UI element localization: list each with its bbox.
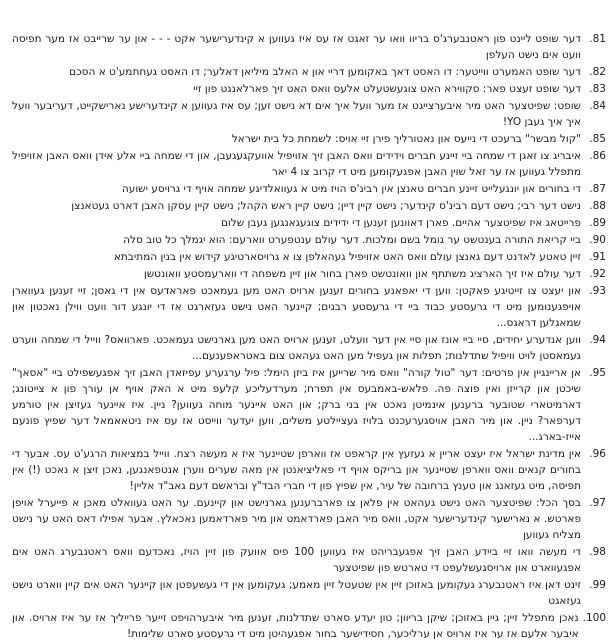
list-item	[12, 266, 606, 282]
list-item	[12, 232, 606, 248]
item-number: 97.	[589, 497, 606, 509]
item-text: דער עולם איז זיך הארציג משתתף און וואונטשט פארן בחור און זיין משפחה די ווארעמסטע וואונטשן	[143, 268, 581, 280]
item-text: אן אריינגיין אין פרטים: דער "טול קורה" וואס מיר שרייען איז ביזן הימל: פיל ערגערע עפיזאדן האבן זיך אפגעשפילט ביי "אסאך" שיכטן און קרייזן ואין פוצה פה. פלאש-באמבעס אין תפרח; מערדעליכע קלעפ מיט א האק אויף אן עורך פון א צייטונג; דארמיטארי שטובער ברענען אינמיטן נאכט אין בני ברק; און האט איינער מוחה געווען? ניין. איז איינער געזיצן אין טורמע דערפאר? ניין. און מיר האבן אויסגערעכנט בלויז געציילטע משלים, ווען יעדער ווייסט אז עס איז ניטאאמאל דער שפיץ פונעם אייז-בארג...	[12, 367, 581, 443]
item-number: 98.	[589, 546, 606, 558]
list-item	[12, 577, 606, 609]
list-item	[12, 31, 606, 63]
item-text: ביי קריאת התורה בענטשט ער גומל בשם ומלכות. דער עולם ענטפערט ווארעם: הוא יגמלך כל טוב סלה	[123, 234, 581, 246]
item-text: "קול מבשר" ברעכט די נייעס און נאטורליך פירן זיי אויס: לשמחת כל בית ישראל	[231, 133, 581, 145]
item-text: זיין טאטע לאדנט דעם גאנצן עולם וואס האט אזויפיל געהאלפן צו א גרויסארטיגע קידוש אין בנין המתיבתא	[113, 251, 581, 263]
item-number: 94.	[589, 334, 606, 346]
list-item	[12, 283, 606, 331]
item-text: נישט דער רבי; נישט דעם רבינ'ס קינדער; נישט קיין דיין; נישט קיין ראש הקהל; נישט קיין עסקן האבן דארט געטאנצן	[71, 200, 581, 212]
list-item	[12, 495, 606, 543]
list-item	[12, 81, 606, 97]
item-text: שופט: שפיטצער האט מיר איבערצייגט אז מער וועל איך אים דא נישט זען; עס איז געווען א קינדערישע נארישקייט, דעריבער וועל איך איך געבן YO!	[12, 100, 581, 128]
item-text: נאכן מתפלל זיין; גיין באזוכן; שיקן בריוון; טון יעדע סארט שתדלנות, זענען מיר איבערהויפט זייער פרייליך אז ער איז ארויס. און איבער אלעם אז ער איז ארויס אן ערליכער, חסידישער בחור אפגעהיטן מיט די גרעסטע סארט שלימות!	[12, 612, 579, 640]
list-item	[12, 198, 606, 214]
item-number: 91.	[589, 251, 606, 263]
item-number: 95.	[589, 367, 606, 379]
item-text: דער שופט האמערט ווייטער: דו האסט דאך באקומען דריי און א האלב מיליאן דאלער; דו האסט געחתמע'ט א הסכם	[69, 66, 581, 78]
item-text: אין מדינת ישראל איז יעצט אריין א געזעץ אין קראפט אז ווארפן שטיינער איז א מעשה רצח. ווייל במציאות הרגע'ט עס. אבער די בחורים קנאים וואס ווארפן שטיינער און בריקס אויף די פאליציאנטן אין מאה שערים ווערן אנטפאנגען, נאכן זיצן א נאכט (!) אין תפיסה, מיט געזאנג און טענץ ברחובה של עיר, אין שפיץ פון די חברי הבד"ץ ובראשם דעם גאב"ד אליין!	[12, 448, 581, 492]
item-number: 92.	[589, 268, 606, 280]
list-item	[12, 64, 606, 80]
list-item	[12, 181, 606, 197]
item-number: 90.	[589, 234, 606, 246]
list-item	[12, 215, 606, 231]
list-item	[12, 610, 606, 642]
item-text: פרייטאג איז שפיטצער אהיים. פארן דאוונען זענען די ידידים צוגעגאנגען געבן שלום	[220, 217, 581, 229]
item-text: בסך הכל: שפיטצער האט נישט געהאט אין פלאן צו פארברענען גארנישט און קיינעם. ער האט געוואלט מאכן א פייערל אויפן פארטש. א נארישער קינדערישער אקט, וואס מיר האבן פארדאמט און מיר פארדאמען נאכאלץ. אבער אפילו דאס האט ער נישט מצליח געווען	[12, 497, 581, 541]
item-number: 99.	[589, 579, 606, 591]
item-number: 88.	[589, 200, 606, 212]
item-text: די בחורים און יונגעלייט זיינע חברים טאנצן אין רבינ'ס הויז מיט א געוואלדיגע שמחה אויף די גרויסע ישועה	[121, 183, 581, 195]
item-number: 89.	[589, 217, 606, 229]
item-text: זינט דאן איז ראטנבערג געקומען באזוכן זיין אין שטעטל זיין מאמע; געקומען אין די געשעפטן און קיינער האט אים קיין ווארט נישט געזאגט	[12, 579, 581, 607]
item-number: 84.	[589, 100, 606, 112]
item-text: ווען אנדערע יחידים, סיי ביי אונז און סיי אין דער וועלט, זענען ארויס האט מען גארנישט געמאכט. פארוואס? ווייל די שמחה ווערט געמאסטן לויט וויפיל שתדלנות; תפלות און געפיל מען האט געהאט צום באטראפענעם...	[12, 334, 581, 362]
list-item	[12, 446, 606, 494]
list-item	[12, 249, 606, 265]
item-text: איבריג צו זאגן די שמחה ביי זיינע חברים וידידים וואס האבן זיך אזויפיל אוועקגעגעבן, און די שמחה ביי אלע אידן וואס האבן אזויפיל מתפלל געווען אז ער זאל שוין האבן אפגעקומען מיט די קרוב צו 4 יאר	[12, 150, 581, 178]
item-text: דער שופט ליינט פון ראטנבערג'ס בריוו וואו ער זאגט אז עס איז געווען א קינדערישער אקט - - - און ער שרייבט אז מער תפיסה וועט אים נישט העלפן	[12, 33, 581, 61]
item-text: און יעצט צו זייטיגע פאקטן: ווען די יאפאנע בחורים זענען ארויס האט מען געמאכט פאראדעס אין די גאסן; זיי זענען געווארן אויפגענומען מיט די גרעסטע כבוד ביי די גרעסטע רבנים; קיינער האט נישט געזארגט אז די יונגע דור וועט ווילן נאכטון און שמאגלען דראגס...	[12, 285, 581, 329]
item-number: 85.	[589, 133, 606, 145]
item-number: 96.	[589, 448, 606, 460]
list-item	[12, 98, 606, 130]
item-text: דער שופט זעצט פאר: סקווירא האט צוגעשטעלט אלעס וואס האט זיך פארלאנגט פון זיי	[193, 83, 581, 95]
item-number: 87.	[589, 183, 606, 195]
item-text: די מעשה וואו זיי ביידע האבן זיך אפגעבריהט איז געווען 100 פיס אוועק פון זיין הויז, נאכדעם וואס ראטנבערג האט אים אפגעווארט און ארויסגעשלעפט די טארטש פון שפיטצער	[12, 546, 581, 574]
item-number: 100.	[582, 612, 606, 624]
list-item	[12, 332, 606, 364]
item-number: 82.	[589, 66, 606, 78]
item-number: 81.	[589, 33, 606, 45]
list-item	[12, 365, 606, 445]
item-number: 93.	[589, 285, 606, 297]
item-number: 86.	[589, 150, 606, 162]
list-item	[12, 148, 606, 180]
list-item	[12, 544, 606, 576]
list-item	[12, 131, 606, 147]
item-number: 83.	[589, 83, 606, 95]
